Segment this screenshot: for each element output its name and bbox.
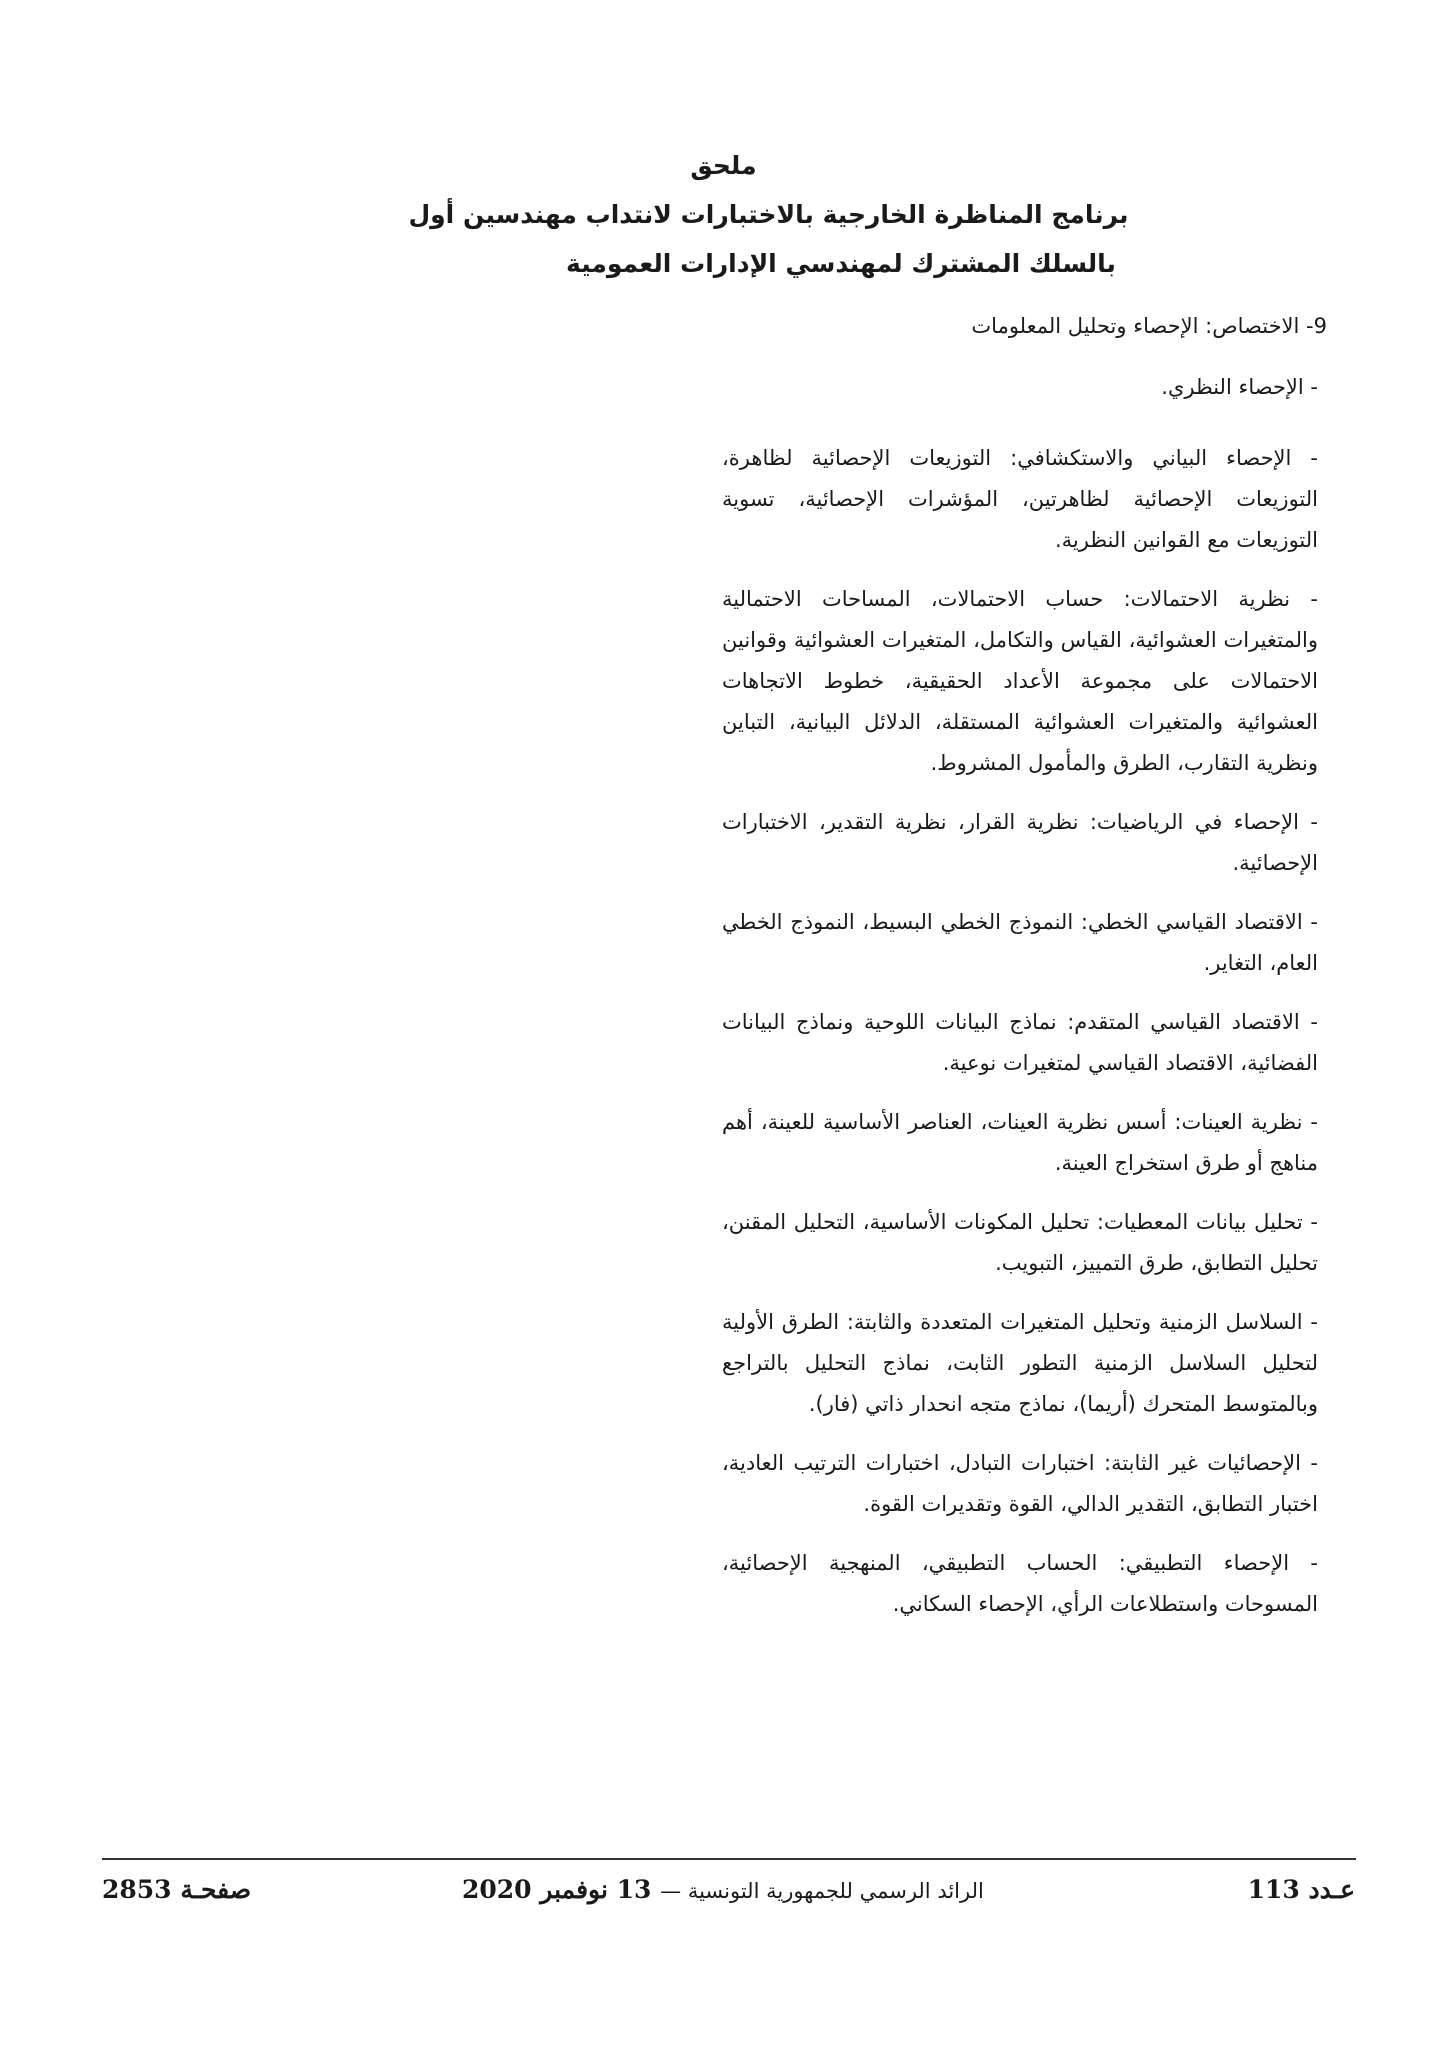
syllabus-item: - الإحصاء النظري. (1161, 375, 1318, 399)
footer-page (102, 1874, 251, 1906)
specialty-heading: 9- الاختصاص: الإحصاء وتحليل المعلومات (971, 314, 1327, 338)
syllabus-item: - نظرية العينات: أسس نظرية العينات، العناصر الأساسية للعينة، أهم مناهج أو طرق استخراج العينة. (722, 1110, 1318, 1175)
syllabus-item: - الإحصائيات غير الثابتة: اختبارات التبادل، اختبارات الترتيب العادية، اختبار التطابق، التقدير الدالي، القوة وتقديرات القوة. (722, 1451, 1318, 1516)
page-number: 2853 (102, 1875, 172, 1904)
syllabus-item: - السلاسل الزمنية وتحليل المتغيرات المتعددة والثابتة: الطرق الأولية لتحليل السلاسل الزمنية التطور الثابت، نماذج التحليل بالتراجع وبالمتوسط المتحرك (أريما)، نماذج متجه انحدار ذاتي (فار). (722, 1310, 1318, 1416)
document-header (0, 150, 1447, 297)
syllabus-item: - تحليل بيانات المعطيات: تحليل المكونات الأساسية، التحليل المقنن، تحليل التطابق، طرق التمييز، التبويب. (722, 1210, 1318, 1275)
footer-gazette (462, 1874, 984, 1907)
syllabus-item: - الإحصاء البياني والاستكشافي: التوزيعات الإحصائية لظاهرة، التوزيعات الإحصائية لظاهرتين، المؤشرات الإحصائية، تسوية التوزيعات مع القوانين النظرية. (722, 446, 1318, 552)
syllabus-item: - الاقتصاد القياسي الخطي: النموذج الخطي البسيط، النموذج الخطي العام، التغاير. (722, 910, 1318, 975)
page-label: صفحـة (180, 1875, 252, 1904)
issue-label: عـدد (1308, 1875, 1355, 1904)
syllabus-item: - نظرية الاحتمالات: حساب الاحتمالات، المساحات الاحتمالية والمتغيرات العشوائية، القياس والتكامل، المتغيرات العشوائية وقوانين الاحتمالات على مجموعة الأعداد الحقيقية، خطوط الاتجاهات العشوائية والمتغيرات العشوائية المستقلة، الدلائل البيانية، التباين ونظرية التقارب، الطرق والمأمول المشروط. (722, 587, 1318, 775)
footer-divider (102, 1858, 1356, 1860)
issue-number: 113 (1247, 1875, 1300, 1904)
gazette-date: 13 نوفمبر 2020 (462, 1875, 652, 1904)
program-title-line-1: برنامج المناظرة الخارجية بالاختبارات لانتداب مهندسين أول (408, 200, 1129, 229)
syllabus-item: - الإحصاء في الرياضيات: نظرية القرار، نظرية التقدير، الاختبارات الإحصائية. (722, 810, 1318, 875)
syllabus-column (722, 367, 1318, 1643)
gazette-name: الرائد الرسمي للجمهورية التونسية — (660, 1879, 984, 1903)
annex-title: ملحق (690, 151, 757, 180)
syllabus-item: - الاقتصاد القياسي المتقدم: نماذج البيانات اللوحية ونماذج البيانات الفضائية، الاقتصاد القياسي لمتغيرات نوعية. (722, 1010, 1318, 1075)
program-title-line-2: بالسلك المشترك لمهندسي الإدارات العمومية (566, 249, 1116, 278)
syllabus-item: - الإحصاء التطبيقي: الحساب التطبيقي، المنهجية الإحصائية، المسوحات واستطلاعات الرأي، الإحصاء السكاني. (722, 1551, 1318, 1616)
footer-issue (1248, 1874, 1355, 1906)
